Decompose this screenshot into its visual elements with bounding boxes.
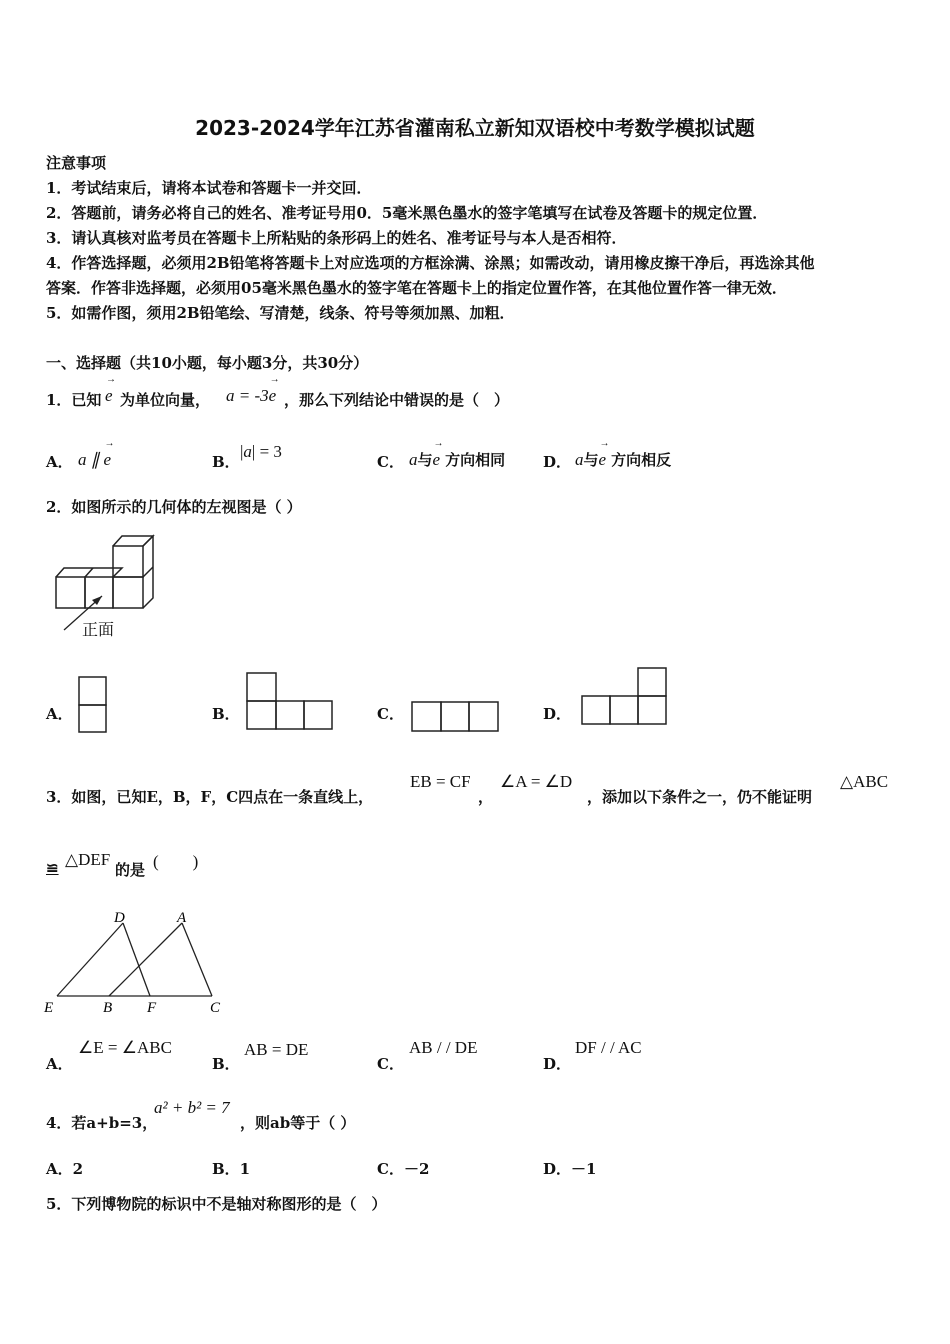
q1-option-d: a与e → 方向相反	[575, 438, 672, 469]
q5-text: 5．下列博物院的标识中不是轴对称图形的是（ ）	[46, 1195, 387, 1213]
q1-option-c: a与e → 方向相同	[409, 438, 506, 469]
q4-option-b: B．1	[212, 1160, 251, 1178]
q4-option-a: A．2	[46, 1160, 84, 1178]
q2-option-b-label: B．	[212, 705, 240, 723]
q4-part1: 4．若a+b=3，	[46, 1114, 158, 1132]
notice-item: 3．请认真核对监考员在答题卡上所粘贴的条形码上的姓名、准考证号与本人是否相符．	[46, 229, 627, 247]
q3-part2: ，添加以下条件之一，仍不能证明	[587, 788, 813, 806]
section-heading: 一、选择题（共10小题，每小题3分，共30分）	[46, 354, 369, 372]
q3-option-b-label: B．	[212, 1055, 240, 1073]
q3-option-d-label: D．	[543, 1055, 572, 1073]
q3-triangle-def: △DEF	[65, 850, 111, 869]
q2-option-a-label: A．	[46, 705, 73, 723]
point-f-label: F	[147, 1000, 157, 1016]
notice-heading: 注意事项	[46, 154, 107, 172]
q1-option-b: |a| = 3	[240, 442, 282, 461]
notice-item: 5．如需作图，须用2B铅笔绘、写清楚，线条、符号等须加黑、加粗．	[46, 304, 515, 322]
q3-option-c-label: C．	[377, 1055, 404, 1073]
point-b-label: B	[103, 1000, 113, 1016]
q2-option-a-figure	[78, 676, 108, 734]
point-d-label: D	[114, 910, 125, 926]
q2-option-d-figure	[581, 667, 669, 727]
notice-item: 4．作答选择题，必须用2B铅笔将答题卡上对应选项的方框涂满、涂黑；如需改动，请用橡皮擦干净后，再选涂其他	[46, 254, 815, 272]
page-title: 2023-2024学年江苏省灌南私立新知双语校中考数学模拟试题	[195, 116, 755, 140]
q4-equation: a² + b² = 7	[154, 1098, 230, 1117]
q3-triangle-figure	[44, 908, 234, 1018]
front-label: 正面	[82, 620, 115, 639]
q1-equation: a = -3e →	[226, 374, 280, 405]
q1-option-a-label: A．	[46, 453, 73, 471]
q1-option-b-label: B．	[212, 453, 240, 471]
q2-option-d-label: D．	[543, 705, 572, 723]
q3-congruent: ≌	[46, 859, 59, 877]
q3-part3: 的是	[115, 861, 146, 879]
point-a-label: A	[177, 910, 187, 926]
q4-part2: ，则ab等于（ ）	[240, 1114, 356, 1132]
q1-option-c-label: C．	[377, 453, 404, 471]
point-e-label: E	[44, 1000, 54, 1016]
q3-paren: ( )	[153, 852, 199, 871]
q1-option-a: a ∥ e →	[78, 438, 115, 469]
q3-eq1: EB = CF	[410, 772, 471, 791]
q1-part1: 1．已知	[46, 391, 102, 409]
q4-option-d: D．－1	[543, 1160, 597, 1178]
point-c-label: C	[210, 1000, 221, 1016]
notice-item: 答案．作答非选择题，必须用05毫米黑色墨水的签字笔在答题卡上的指定位置作答，在其他位置作答一律无效．	[46, 279, 787, 297]
q1-option-d-label: D．	[543, 453, 572, 471]
q3-option-d: DF / / AC	[575, 1038, 642, 1057]
q3-option-a-label: A．	[46, 1055, 73, 1073]
notice-item: 2．答题前，请务必将自己的姓名、准考证号用0．5毫米黑色墨水的签字笔填写在试卷及答题卡的规定位置．	[46, 204, 768, 222]
q2-option-c-label: C．	[377, 705, 404, 723]
q3-triangle-abc: △ABC	[840, 772, 889, 791]
q4-option-c: C．－2	[377, 1160, 430, 1178]
q3-eq2: ∠A = ∠D	[500, 772, 573, 791]
q2-text: 2．如图所示的几何体的左视图是（ ）	[46, 498, 302, 516]
q1-part2: 为单位向量，	[120, 391, 211, 409]
q3-comma: ，	[478, 788, 494, 806]
q2-option-c-figure	[411, 701, 501, 733]
notice-item: 1．考试结束后，请将本试卷和答题卡一并交回．	[46, 179, 372, 197]
q3-option-a: ∠E = ∠ABC	[78, 1038, 172, 1057]
q3-option-b: AB = DE	[244, 1040, 309, 1059]
q3-option-c: AB / / DE	[409, 1038, 478, 1057]
q3-part1: 3．如图，已知E，B，F，C四点在一条直线上，	[46, 788, 374, 806]
q2-option-b-figure	[246, 672, 334, 732]
q1-part3: ，那么下列结论中错误的是（ ）	[284, 391, 510, 409]
q1-vector-e: e →	[105, 374, 116, 405]
